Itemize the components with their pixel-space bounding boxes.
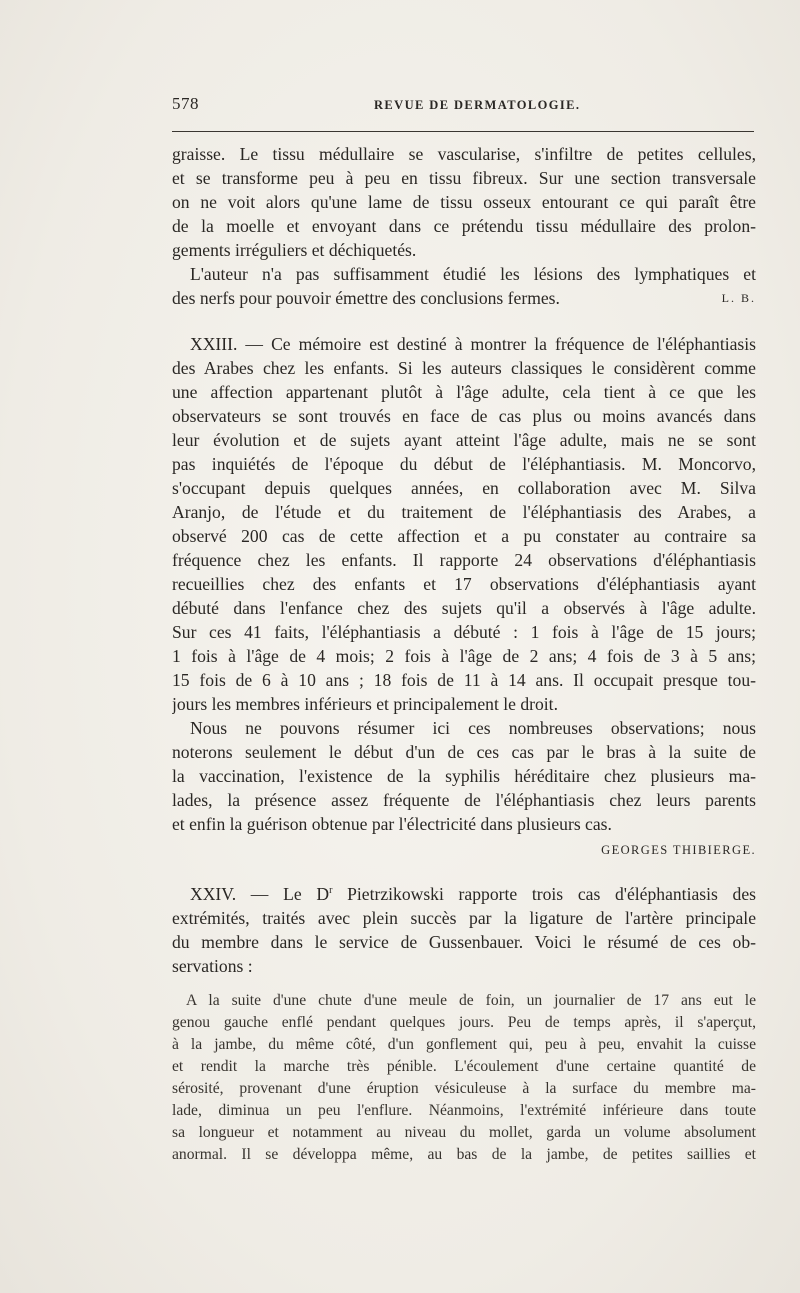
text-fragment: des nerfs pour pouvoir émettre des conclusions fermes. — [172, 288, 560, 308]
text-line: et enfin la guérison obtenue par l'électricité dans plusieurs cas. — [172, 814, 612, 834]
paragraph-xxiii-cont — [172, 716, 756, 860]
text-line: L'auteur n'a pas suffisamment étudié les lésions des lymphatiques et — [190, 264, 756, 284]
text-line: anormal. Il se développa même, au bas de la jambe, de petites saillies et — [172, 1146, 756, 1163]
text-line: fréquence chez les enfants. Il rapporte 24 observations d'éléphantiasis — [172, 550, 756, 570]
text-line: observateurs se sont trouvés en face de cas plus ou moins avancés dans — [172, 406, 756, 426]
text-fragment: XXIV. — Le D — [190, 884, 330, 904]
text-line: leur évolution et de sujets ayant atteint l'âge adulte, mais ne se sont — [172, 430, 756, 450]
text-line: sa longueur et notamment au niveau du mollet, garda un volume absolument — [172, 1124, 756, 1141]
text-line: pas inquiétés de l'époque du début de l'éléphantiasis. M. Moncorvo, — [172, 454, 756, 474]
text-line: lade, diminua un peu l'enflure. Néanmoins, l'extrémité inférieure dans toute — [172, 1102, 756, 1119]
author-initials: L. B. — [721, 291, 756, 305]
text-line: observé 200 cas de cette affection et a pu constater au contraire sa — [172, 526, 756, 546]
paragraph-xxiii — [172, 332, 756, 716]
author-signature: GEORGES THIBIERGE. — [601, 843, 756, 857]
text-line — [172, 286, 756, 310]
text-line: extrémités, traités avec plein succès par la ligature de l'artère principale — [172, 908, 756, 928]
text-fragment: Pietrzikowski rapporte trois cas d'éléphantiasis des — [332, 884, 756, 904]
running-title: REVUE DE DERMATOLOGIE. — [374, 98, 581, 112]
text-line: recueillies chez des enfants et 17 observations d'éléphantiasis ayant — [172, 574, 756, 594]
text-line: lades, la présence assez fréquente de l'éléphantiasis chez leurs parents — [172, 790, 756, 810]
text-line: du membre dans le service de Gussenbauer. Voici le résumé de ces ob- — [172, 932, 756, 952]
text-line: Aranjo, de l'étude et du traitement de l'éléphantiasis des Arabes, a — [172, 502, 756, 522]
text-line: s'occupant depuis quelques années, en collaboration avec M. Silva — [172, 478, 756, 498]
signature-line — [172, 836, 756, 860]
text-line: gements irréguliers et déchiquetés. — [172, 240, 417, 260]
text-line: Nous ne pouvons résumer ici ces nombreuses observations; nous — [190, 718, 756, 738]
text-line: on ne voit alors qu'une lame de tissu osseux entourant ce qui paraît être — [172, 192, 756, 212]
text-line: Sur ces 41 faits, l'éléphantiasis a débuté : 1 fois à l'âge de 15 jours; — [172, 622, 756, 642]
text-line: A la suite d'une chute d'une meule de foin, un journalier de 17 ans eut le — [186, 992, 756, 1009]
paragraph-1 — [172, 142, 756, 262]
text-line: des Arabes chez les enfants. Si les auteurs classiques le considèrent comme — [172, 358, 756, 378]
text-line: une affection appartenant plutôt à l'âge adulte, cela tient à ce que les — [172, 382, 756, 402]
page-header — [172, 94, 754, 120]
superscript: r — [329, 885, 333, 897]
paragraph-xxiv — [172, 882, 756, 978]
text-line: XXIII. — Ce mémoire est destiné à montrer la fréquence de l'éléphantiasis — [190, 334, 756, 354]
text-line: débuté dans l'enfance chez des sujets qu'il a observés à l'âge adulte. — [172, 598, 756, 618]
text-line: jours les membres inférieurs et principalement le droit. — [172, 694, 558, 714]
header-rule — [172, 131, 754, 132]
text-line: graisse. Le tissu médullaire se vascularise, s'infiltre de petites cellules, — [172, 144, 756, 164]
text-line: noterons seulement le début d'un de ces cas par le bras à la suite de — [172, 742, 756, 762]
case-summary — [172, 990, 756, 1166]
text-line: et se transforme peu à peu en tissu fibreux. Sur une section transversale — [172, 168, 756, 188]
page-number: 578 — [172, 94, 199, 113]
text-line: genou gauche enflé pendant quelques jours. Peu de temps après, il s'aperçut, — [172, 1014, 756, 1031]
text-line: 1 fois à l'âge de 4 mois; 2 fois à l'âge de 2 ans; 4 fois de 3 à 5 ans; — [172, 646, 756, 666]
text-line: à la jambe, du même côté, d'un gonflement qui, peu à peu, envahit la cuisse — [172, 1036, 756, 1053]
text-line: de la moelle et envoyant dans ce prétendu tissu médullaire des prolon- — [172, 216, 756, 236]
text-line: servations : — [172, 956, 253, 976]
text-line: 15 fois de 6 à 10 ans ; 18 fois de 11 à 14 ans. Il occupait presque tou- — [172, 670, 756, 690]
text-line: la vaccination, l'existence de la syphilis héréditaire chez plusieurs ma- — [172, 766, 756, 786]
text-line — [172, 882, 756, 906]
paragraph-2 — [172, 262, 756, 310]
text-line: et rendit la marche très pénible. L'écoulement d'une certaine quantité de — [172, 1058, 756, 1075]
text-line: sérosité, provenant d'une éruption vésiculeuse à la surface du membre ma- — [172, 1080, 756, 1097]
article-body — [172, 142, 756, 1166]
